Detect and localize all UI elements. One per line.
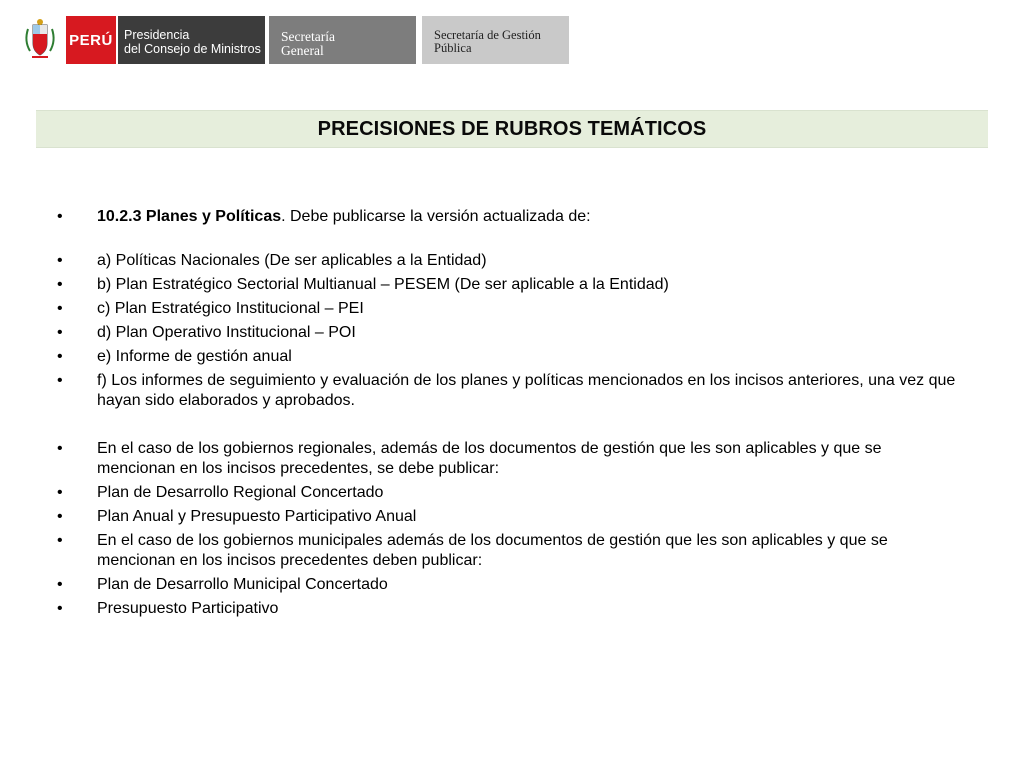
list-item <box>57 575 957 595</box>
coat-of-arms-icon <box>18 16 62 64</box>
list-item <box>57 371 957 411</box>
bullet-symbol: • <box>57 440 63 457</box>
bullet-content <box>57 207 957 623</box>
list-item <box>57 483 957 503</box>
bullet-symbol: • <box>57 600 63 617</box>
list-item <box>57 599 957 619</box>
pcm-label <box>118 16 265 64</box>
bullet-symbol: • <box>57 208 63 225</box>
page-title: PRECISIONES DE RUBROS TEMÁTICOS <box>317 117 707 140</box>
title-band <box>36 110 988 148</box>
list-item <box>57 507 957 527</box>
peru-label: PERÚ <box>66 16 116 64</box>
bullet-symbol: • <box>57 252 63 269</box>
bullet-symbol: • <box>57 348 63 365</box>
secretaria-general-label <box>269 16 416 64</box>
list-item <box>57 299 957 319</box>
bullet-symbol: • <box>57 532 63 549</box>
list-item <box>57 323 957 343</box>
intro-rest: . Debe publicarse la versión actualizada de: <box>281 208 591 225</box>
secretaria-gestion-publica-label <box>422 16 569 64</box>
intro-bold: 10.2.3 Planes y Políticas <box>97 208 282 225</box>
list-item-text: En el caso de los gobiernos municipales además de los documentos de gestión que les son aplicables y que se mencionan en los incisos precedentes deben publicar: <box>97 532 888 569</box>
list-item <box>57 439 957 479</box>
bullet-symbol: • <box>57 484 63 501</box>
bullet-symbol: • <box>57 576 63 593</box>
sgp-line1: Secretaría de Gestión <box>434 28 541 42</box>
bullet-symbol: • <box>57 372 63 389</box>
list-item-text: b) Plan Estratégico Sectorial Multianual – PESEM (De ser aplicable a la Entidad) <box>97 276 669 293</box>
list-item-text: Presupuesto Participativo <box>97 600 279 617</box>
list-item <box>57 531 957 571</box>
list-item-text: f) Los informes de seguimiento y evaluación de los planes y políticas mencionados en los incisos anteriores, una vez que hayan sido elaborados y aprobados. <box>97 372 956 409</box>
list-item <box>57 275 957 295</box>
list-item <box>57 347 957 367</box>
intro-text <box>97 207 957 227</box>
sg-line2: General <box>281 43 324 58</box>
list-item-text: c) Plan Estratégico Institucional – PEI <box>97 300 364 317</box>
bullet-symbol: • <box>57 324 63 341</box>
pcm-line2: del Consejo de Ministros <box>124 42 261 56</box>
pcm-line1: Presidencia <box>124 28 190 42</box>
list-item-text: Plan de Desarrollo Regional Concertado <box>97 484 384 501</box>
sgp-line2: Pública <box>434 41 472 55</box>
list-item-text: Plan Anual y Presupuesto Participativo Anual <box>97 508 417 525</box>
sg-line1: Secretaría <box>281 29 335 44</box>
list-item-text: e) Informe de gestión anual <box>97 348 292 365</box>
bullet-symbol: • <box>57 276 63 293</box>
list-item-text: En el caso de los gobiernos regionales, además de los documentos de gestión que les son aplicables y que se mencionan en los incisos precedentes, se debe publicar: <box>97 440 882 477</box>
list-item <box>57 251 957 271</box>
bullet-symbol: • <box>57 300 63 317</box>
intro-item <box>57 207 957 227</box>
list-item-text: Plan de Desarrollo Municipal Concertado <box>97 576 388 593</box>
list-item-text: a) Políticas Nacionales (De ser aplicables a la Entidad) <box>97 252 487 269</box>
header-branding <box>18 16 569 64</box>
list-item-text: d) Plan Operativo Institucional – POI <box>97 324 356 341</box>
bullet-symbol: • <box>57 508 63 525</box>
